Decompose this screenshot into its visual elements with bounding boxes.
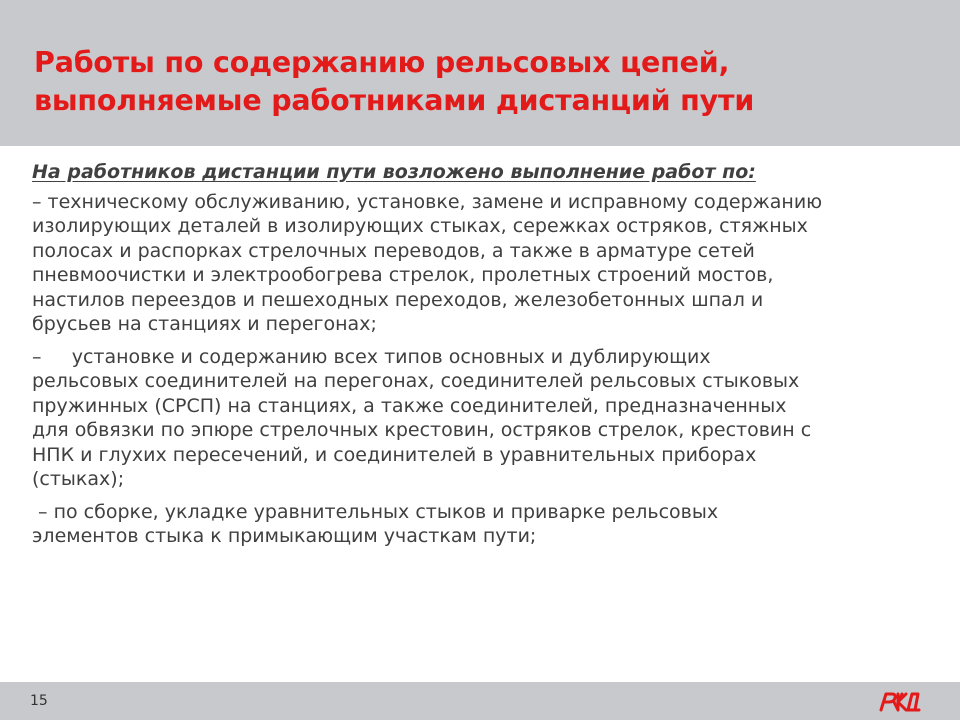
list-item [32, 190, 932, 337]
text-line: – техническому обслуживанию, установке, замене и исправному содержанию [32, 190, 823, 213]
text-line: – установке и содержанию всех типов основных и дублирующих [32, 345, 711, 368]
title-line-1: Работы по содержанию рельсовых цепей, [34, 46, 730, 79]
list-item [32, 345, 932, 492]
title-line-2: выполняемые работниками дистанций пути [34, 84, 755, 117]
slide-title [34, 44, 934, 120]
header-band [0, 0, 960, 146]
text-line: изолирующих деталей в изолирующих стыках, сережках остряков, стяжных [32, 215, 808, 237]
intro-heading: На работников дистанции пути возложено выполнение работ по: [32, 161, 756, 183]
text-line: элементов стыка к примыкающим участкам пути; [32, 525, 537, 547]
page-number: 15 [30, 693, 48, 709]
text-line: пружинных (СРСП) на станциях, а также соединителей, предназначенных [32, 394, 787, 417]
content-body [32, 160, 932, 557]
text-line: настилов переездов и пешеходных переходов, железобетонных шпал и [32, 288, 764, 311]
text-line: НПК и глухих пересечений, и соединителей в уравнительных приборах [32, 443, 757, 466]
text-line: полосах и распорках стрелочных переводов, а также в арматуре сетей [32, 239, 755, 262]
text-line: для обвязки по эпюре стрелочных крестовин, остряков стрелок, крестовин с [32, 419, 812, 441]
text-line: рельсовых соединителей на перегонах, соединителей рельсовых стыковых [32, 370, 800, 392]
rzd-logo-icon [878, 688, 922, 714]
text-line: пневмоочистки и электрообогрева стрелок, пролетных строений мостов, [32, 264, 774, 286]
text-line: – по сборке, укладке уравнительных стыков и приварке рельсовых [32, 500, 719, 523]
text-line: брусьев на станциях и перегонах; [32, 313, 377, 335]
footer-band [0, 682, 960, 720]
text-line: (стыках); [32, 468, 125, 490]
list-item [32, 500, 932, 549]
